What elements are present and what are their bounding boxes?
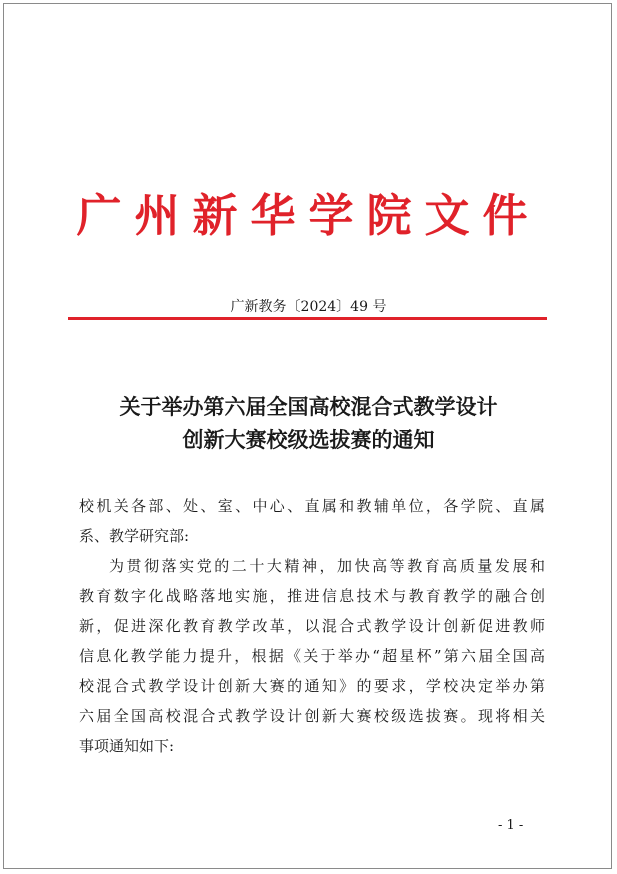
paragraph-line-1: 为贯彻落实党的二十大精神，加快高等教育高质量发展和	[109, 557, 545, 575]
red-header-rule	[68, 317, 547, 320]
document-header-title: 广州新华学院文件	[76, 189, 541, 242]
notice-title	[0, 390, 617, 456]
notice-body	[79, 491, 545, 761]
notice-title-line-1: 关于举办第六届全国高校混合式教学设计	[119, 394, 498, 419]
salutation-line-1: 校机关各部、处、室、中心、直属和教辅单位，各学院、直属	[79, 497, 545, 515]
paragraph-line-4: 信息化教学能力提升，根据《关于举办“超星杯”第六届全国高	[79, 647, 545, 665]
notice-title-line-2: 创新大赛校级选拔赛的通知	[182, 427, 435, 452]
salutation-line-2: 系、教学研究部:	[79, 527, 190, 545]
document-number: 广新教务〔2024〕49 号	[230, 299, 387, 315]
paragraph-line-6: 六届全国高校混合式教学设计创新大赛校级选拔赛。现将相关	[79, 707, 545, 725]
page-number: - 1 -	[498, 818, 524, 833]
paragraph-line-2: 教育数字化战略落地实施，推进信息技术与教育教学的融合创	[79, 587, 545, 605]
paragraph-line-7: 事项通知如下:	[79, 737, 175, 755]
paragraph-line-5: 校混合式教学设计创新大赛的通知》的要求，学校决定举办第	[79, 677, 545, 695]
paragraph-line-3: 新，促进深化教育教学改革，以混合式教学设计创新促进教师	[79, 617, 545, 635]
